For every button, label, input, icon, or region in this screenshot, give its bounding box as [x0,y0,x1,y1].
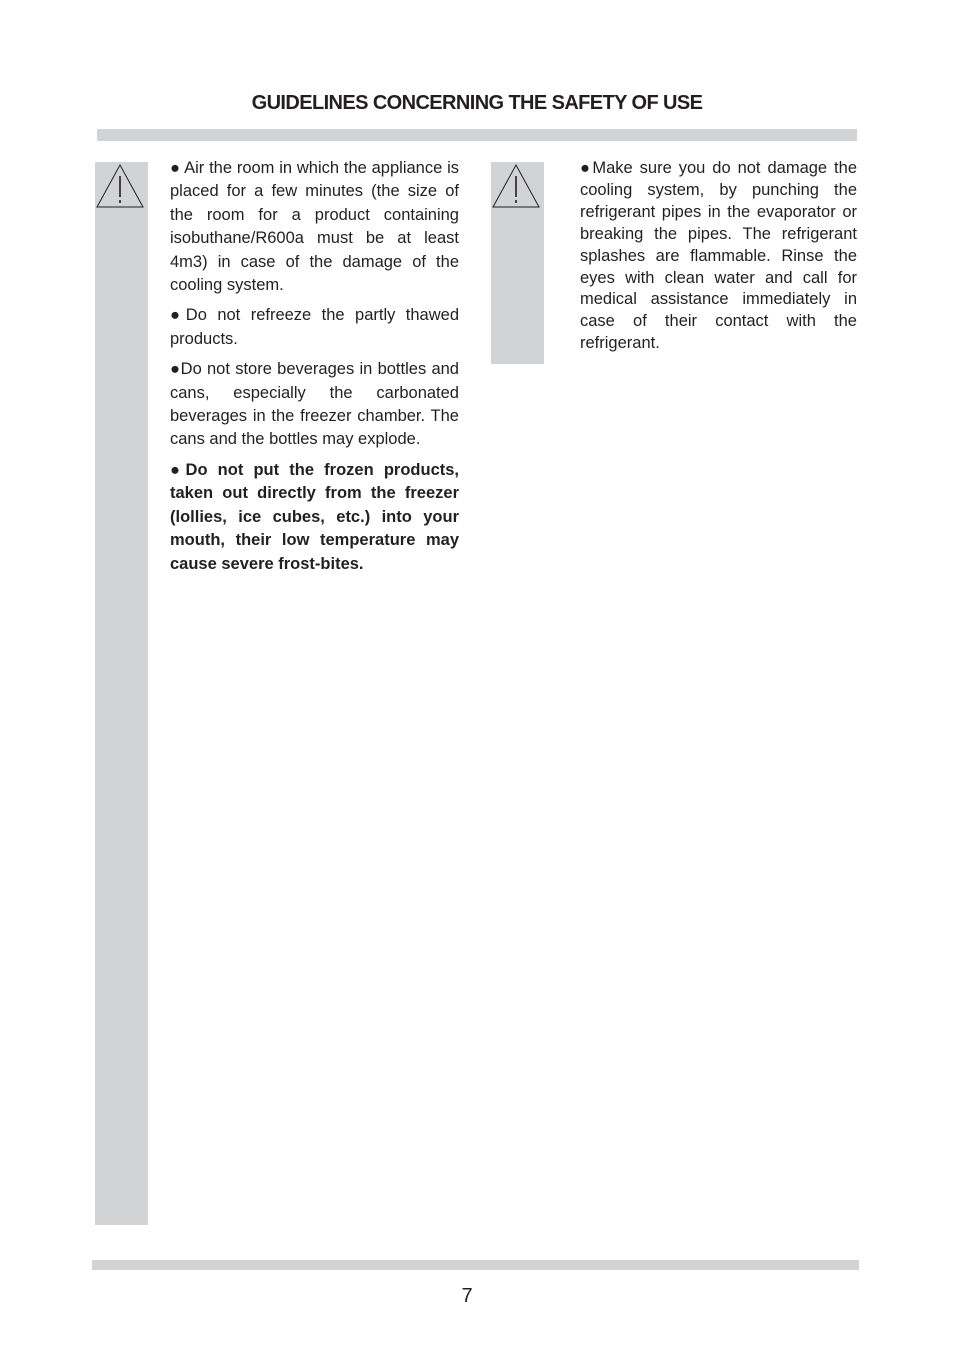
safety-paragraph-emphasis: ●Do not put the frozen products, taken out directly from the freezer (lollies, ice cubes, etc.) into your mouth, their low temperature may cause severe frost-bites. [170,460,459,573]
safety-paragraph: ●Do not store beverages in bottles and cans, especially the carbonated beverages in the freezer chamber. The cans and the bottles may explode. [170,360,459,449]
left-text-column [170,157,459,583]
right-text-column [580,158,857,362]
warning-triangle-icon [95,163,145,209]
safety-paragraph: ●Make sure you do not damage the cooling system, by punching the refrigerant pipes in the evaporator or breaking the pipes. The refrigerant splashes are flammable. Rinse the eyes with clean water and call for medical assistance immediately in case of their contact with the refrigerant. [580,159,857,353]
page-number: 7 [461,1285,473,1307]
footer-divider [92,1260,859,1270]
warning-triangle-icon [491,163,541,209]
page-title: GUIDELINES CONCERNING THE SAFETY OF USE [251,92,703,114]
safety-paragraph: ● Air the room in which the appliance is placed for a few minutes (the size of the room for a product containing isobuthane/R600a must be at least 4m3) in case of the damage of the cooling system. [170,159,459,295]
safety-paragraph: ●Do not refreeze the partly thawed products. [170,306,459,348]
left-margin-bar [95,162,148,1225]
header-divider [97,129,857,141]
